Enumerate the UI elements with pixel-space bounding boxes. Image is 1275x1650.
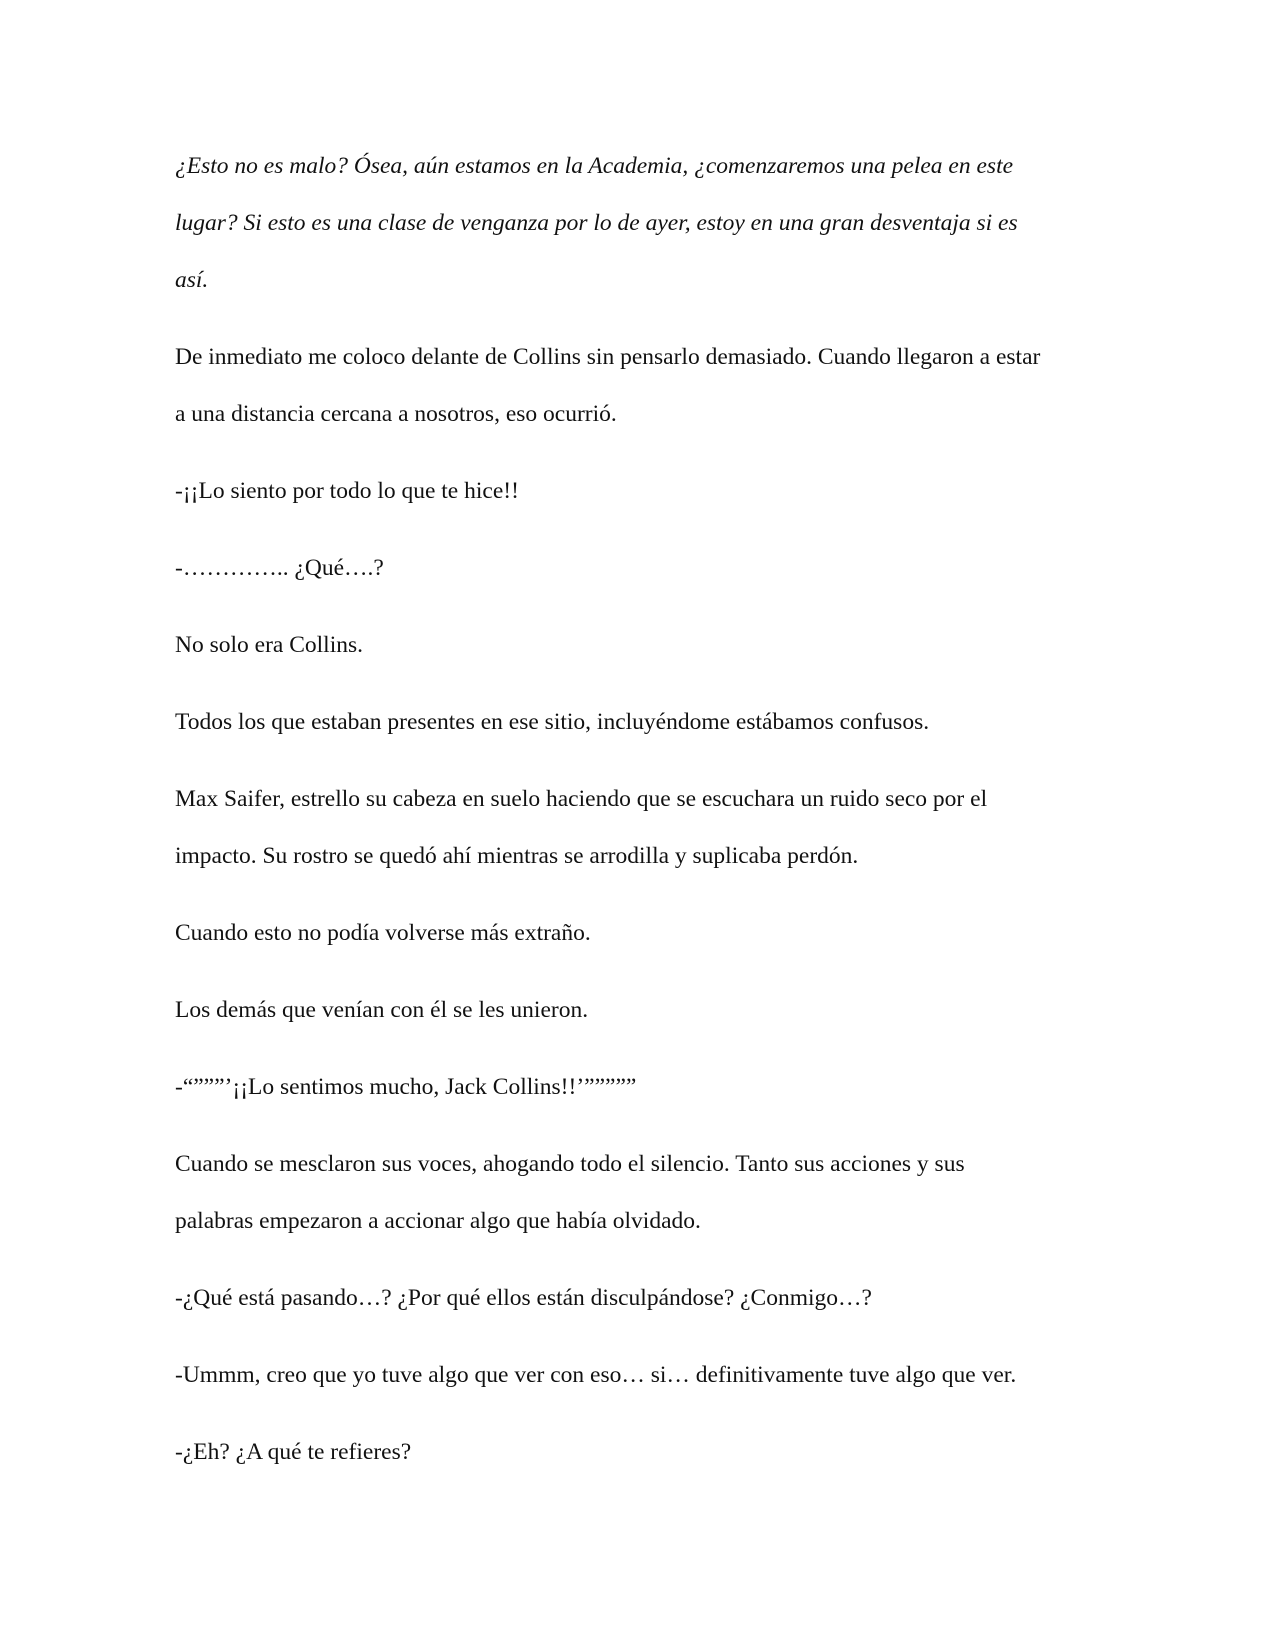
paragraph-narration bbox=[175, 1136, 1095, 1250]
text-line: Todos los que estaban presentes en ese sitio, incluyéndome estábamos confusos. bbox=[175, 709, 930, 735]
text-line: -¿Eh? ¿A qué te refieres? bbox=[175, 1439, 412, 1465]
paragraph-narration bbox=[175, 694, 1095, 751]
text-line: Cuando se mesclaron sus voces, ahogando todo el silencio. Tanto sus acciones y sus bbox=[175, 1151, 965, 1177]
text-line: lugar? Si esto es una clase de venganza por lo de ayer, estoy en una gran desventaja si es bbox=[175, 210, 1018, 236]
text-line: a una distancia cercana a nosotros, eso ocurrió. bbox=[175, 401, 617, 427]
text-line: -¿Qué está pasando…? ¿Por qué ellos están disculpándose? ¿Conmigo…? bbox=[175, 1285, 872, 1311]
paragraph-dialogue bbox=[175, 463, 1095, 520]
text-line: Los demás que venían con él se les unieron. bbox=[175, 997, 589, 1023]
paragraph-narration bbox=[175, 771, 1095, 885]
text-line: -¡¡Lo siento por todo lo que te hice!! bbox=[175, 478, 519, 504]
text-line: -………….. ¿Qué….? bbox=[175, 555, 384, 581]
text-line: palabras empezaron a accionar algo que había olvidado. bbox=[175, 1208, 701, 1234]
text-line: así. bbox=[175, 267, 209, 293]
paragraph-narration bbox=[175, 617, 1095, 674]
paragraph-inner-thought bbox=[175, 138, 1095, 309]
document-body bbox=[175, 138, 1095, 1501]
text-line: Max Saifer, estrello su cabeza en suelo haciendo que se escuchara un ruido seco por el bbox=[175, 786, 988, 812]
paragraph-dialogue bbox=[175, 1424, 1095, 1481]
paragraph-dialogue bbox=[175, 1059, 1095, 1116]
paragraph-dialogue bbox=[175, 1270, 1095, 1327]
text-line: De inmediato me coloco delante de Collins sin pensarlo demasiado. Cuando llegaron a estar bbox=[175, 344, 1041, 370]
paragraph-dialogue bbox=[175, 540, 1095, 597]
text-line: -Ummm, creo que yo tuve algo que ver con eso… si… definitivamente tuve algo que ver. bbox=[175, 1362, 1017, 1388]
paragraph-narration bbox=[175, 905, 1095, 962]
text-line: -“”””’¡¡Lo sentimos mucho, Jack Collins!!’””””” bbox=[175, 1074, 637, 1100]
text-line: impacto. Su rostro se quedó ahí mientras se arrodilla y suplicaba perdón. bbox=[175, 843, 859, 869]
paragraph-narration bbox=[175, 329, 1095, 443]
text-line: Cuando esto no podía volverse más extraño. bbox=[175, 920, 591, 946]
paragraph-dialogue bbox=[175, 1347, 1095, 1404]
text-line: ¿Esto no es malo? Ósea, aún estamos en la Academia, ¿comenzaremos una pelea en este bbox=[175, 153, 1014, 179]
text-line: No solo era Collins. bbox=[175, 632, 363, 658]
paragraph-narration bbox=[175, 982, 1095, 1039]
